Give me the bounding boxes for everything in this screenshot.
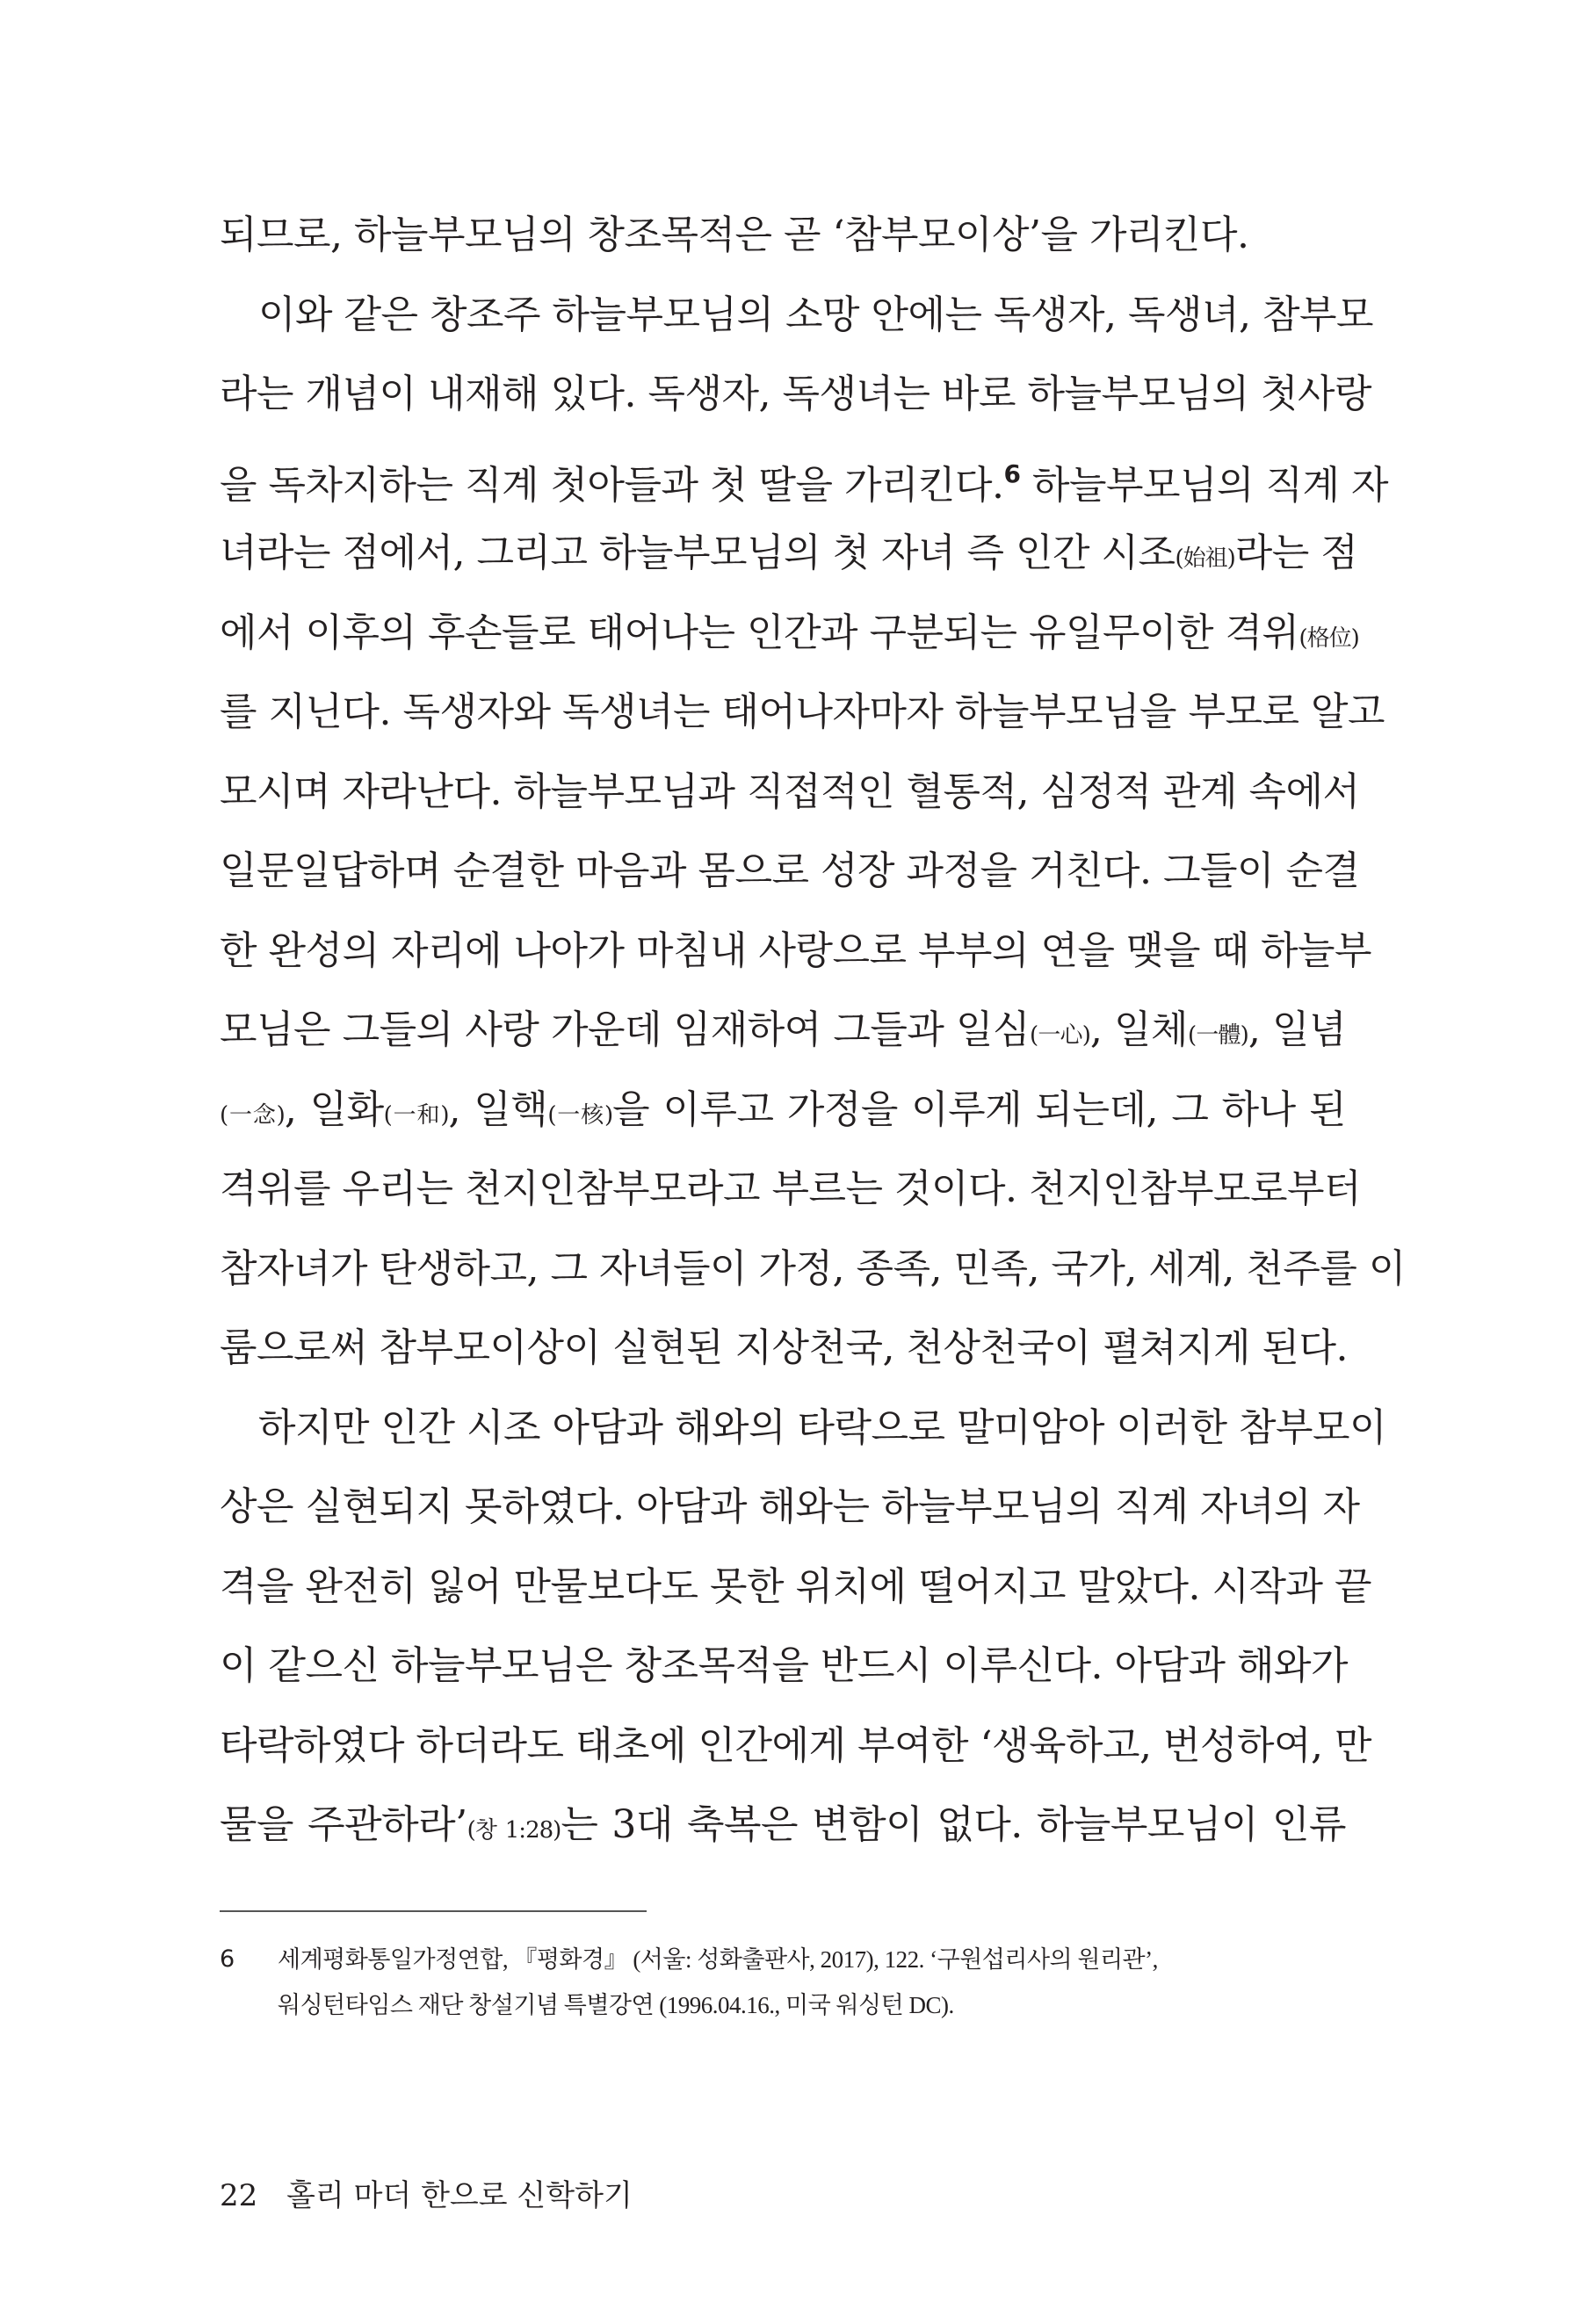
footnote-divider — [220, 1910, 647, 1912]
text-line — [220, 999, 1346, 1079]
text-line — [220, 1079, 1346, 1158]
footnote — [220, 1937, 1346, 2028]
text-segment: 이 같으신 하늘부모님은 창조목적을 반드시 이루신다. 아담과 해와가 — [220, 1643, 1348, 1688]
text-line — [220, 1238, 1406, 1317]
text-segment: 녀라는 점에서, 그리고 하늘부모님의 첫 자녀 즉 인간 시조 — [220, 530, 1176, 575]
page-footer — [220, 2171, 652, 2214]
text-segment: 을 독차지하는 직계 첫아들과 첫 딸을 가리킨다. — [220, 462, 1004, 508]
text-segment: , 일화 — [284, 1086, 384, 1132]
text-segment: 이와 같은 창조주 하늘부모님의 소망 안에는 독생자, 독생녀, 참부모 — [258, 292, 1373, 337]
text-segment: 를 지닌다. 독생자와 독생녀는 태어나자마자 하늘부모님을 부모로 알고 — [220, 689, 1385, 734]
hanja-annotation: (一核) — [547, 1101, 613, 1129]
text-segment: 타락하였다 하더라도 태초에 인간에게 부여한 ‘생육하고, 번성하여, 만 — [220, 1722, 1371, 1768]
hanja-annotation: (格位) — [1298, 624, 1359, 652]
text-segment: , 일핵 — [448, 1086, 548, 1132]
text-line — [220, 1397, 1386, 1476]
text-line — [220, 284, 1373, 364]
text-line — [220, 204, 1346, 284]
hanja-annotation: (창 1:28) — [467, 1817, 561, 1844]
text-line — [220, 681, 1385, 761]
running-title: 홀리 마더 한으로 신학하기 — [286, 2178, 633, 2213]
text-line — [220, 1635, 1346, 1714]
text-line — [220, 1714, 1371, 1794]
text-segment: 격을 완전히 잃어 만물보다도 못한 위치에 떨어지고 말았다. 시작과 끝 — [220, 1563, 1371, 1609]
text-segment: , 일념 — [1248, 1007, 1346, 1052]
body-text — [220, 204, 1406, 1873]
text-segment: 모님은 그들의 사랑 가운데 임재하여 그들과 일심 — [220, 1007, 1031, 1052]
text-line — [220, 363, 1371, 443]
footnote-line: 세계평화통일가정연합, 『평화경』 (서울: 성화출판사, 2017), 122. ‘구원섭리사의 원리관’, — [278, 1946, 1158, 1973]
text-segment: 격위를 우리는 천지인참부모라고 부르는 것이다. 천지인참부모로부터 — [220, 1166, 1362, 1211]
text-line — [220, 602, 1359, 682]
text-segment: 되므로, 하늘부모님의 창조목적은 곧 ‘참부모이상’을 가리킨다. — [220, 213, 1249, 257]
text-line — [220, 522, 1358, 602]
text-segment: 는 3대 축복은 변함이 없다. 하늘부모님이 인류 — [561, 1802, 1347, 1847]
footnote-number: 6 — [220, 1945, 235, 1973]
text-segment: 상은 실현되지 못하였다. 아담과 해와는 하늘부모님의 직계 자녀의 자 — [220, 1484, 1360, 1529]
text-segment: 룸으로써 참부모이상이 실현된 지상천국, 천상천국이 펼쳐지게 된다. — [220, 1325, 1348, 1370]
text-line — [220, 1476, 1360, 1555]
text-line — [220, 443, 1388, 523]
footnote-line: 워싱턴타임스 재단 창설기념 특별강연 (1996.04.16., 미국 워싱턴 DC). — [278, 1992, 954, 2018]
footnote-reference: 6 — [1003, 458, 1021, 488]
hanja-annotation: (一念) — [220, 1101, 285, 1129]
text-line — [220, 1555, 1371, 1635]
text-segment: 을 이루고 가정을 이루게 되는데, 그 하나 된 — [612, 1086, 1346, 1132]
text-segment: 모시며 자라난다. 하늘부모님과 직접적인 혈통적, 심정적 관계 속에서 — [220, 769, 1360, 814]
text-segment: 일문일답하며 순결한 마음과 몸으로 성장 과정을 거친다. 그들이 순결 — [220, 848, 1360, 893]
text-line — [220, 1317, 1346, 1397]
hanja-annotation: (一心) — [1030, 1022, 1090, 1049]
hanja-annotation: (一體) — [1188, 1022, 1248, 1049]
text-segment: 라는 점 — [1234, 530, 1358, 575]
text-segment: 에서 이후의 후손들로 태어나는 인간과 구분되는 유일무이한 격위 — [220, 610, 1299, 655]
text-segment: 하지만 인간 시조 아담과 해와의 타락으로 말미암아 이러한 참부모이 — [258, 1404, 1386, 1450]
text-segment: 하늘부모님의 직계 자 — [1020, 462, 1388, 508]
hanja-annotation: (始祖) — [1175, 545, 1235, 572]
hanja-annotation: (一和) — [383, 1101, 449, 1129]
text-segment: 라는 개념이 내재해 있다. 독생자, 독생녀는 바로 하늘부모님의 첫사랑 — [220, 372, 1371, 416]
text-line — [220, 920, 1371, 1000]
text-segment: , 일체 — [1089, 1007, 1189, 1052]
text-segment: 한 완성의 자리에 나아가 마침내 사랑으로 부부의 연을 맺을 때 하늘부 — [220, 927, 1371, 973]
text-line — [220, 761, 1360, 841]
text-line — [220, 1158, 1362, 1238]
text-segment: 참자녀가 탄생하고, 그 자녀들이 가정, 종족, 민족, 국가, 세계, 천주를 이 — [220, 1245, 1406, 1291]
text-line — [220, 840, 1360, 920]
text-line — [220, 1794, 1346, 1873]
text-segment: 물을 주관하라’ — [220, 1802, 467, 1847]
page-number: 22 — [220, 2178, 258, 2213]
